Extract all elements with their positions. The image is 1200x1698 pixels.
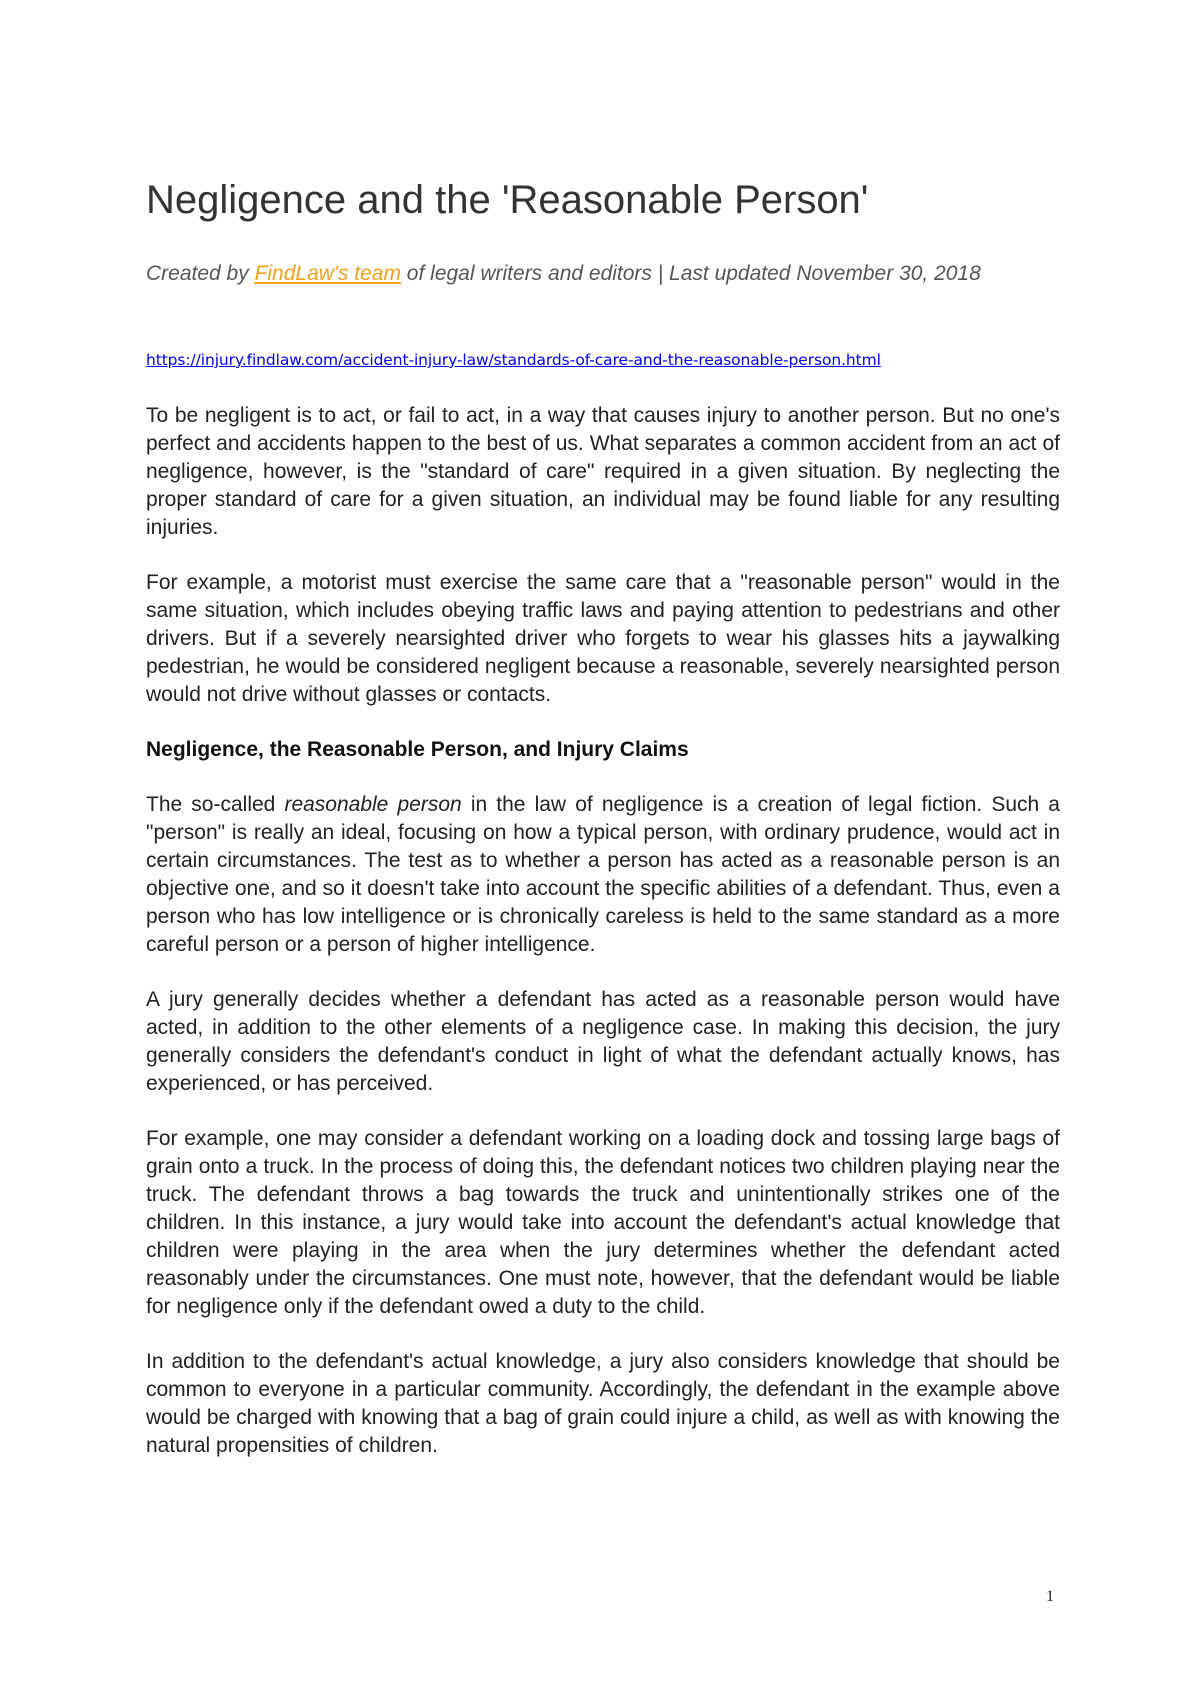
author-link[interactable]: FindLaw's team bbox=[254, 262, 401, 285]
paragraph-motorist-example: For example, a motorist must exercise the same care that a "reasonable person" would in the same situation, which includes obeying traffic laws and paying attention to pedestrians and other drivers. But if a severely nearsighted driver who forgets to wear his glasses hits a jaywalking pedestrian, he would be considered negligent because a reasonable, severely nearsighted person would not drive without glasses or contacts. bbox=[146, 571, 1060, 706]
page-number: 1 bbox=[1046, 1588, 1054, 1605]
paragraph-reasonable-person bbox=[146, 791, 1060, 959]
paragraph-text-start: The so-called bbox=[146, 793, 285, 816]
section-heading: Negligence, the Reasonable Person, and Injury Claims bbox=[146, 738, 689, 761]
paragraph-intro: To be negligent is to act, or fail to act, in a way that causes injury to another person. But no one's perfect and accidents happen to the best of us. What separates a common accident from an act of negligence, however, is the "standard of care" required in a given situation. By neglecting the proper standard of care for a given situation, an individual may be found liable for any resulting injuries. bbox=[146, 404, 1060, 539]
article-body bbox=[146, 402, 1060, 1487]
paragraph-jury-decision: A jury generally decides whether a defendant has acted as a reasonable person would have acted, in addition to the other elements of a negligence case. In making this decision, the jury generally considers the defendant's conduct in light of what the defendant actually knows, has experienced, or has perceived. bbox=[146, 988, 1060, 1095]
paragraph-text-rest: in the law of negligence is a creation of legal fiction. Such a "person" is really an ideal, focusing on how a typical person, with ordinary prudence, would act in certain circumstances. The test as to whether a person has acted as a reasonable person is an objective one, and so it doesn't take into account the specific abilities of a defendant. Thus, even a person who has low intelligence or is chronically careless is held to the same standard as a more careful person or a person of higher intelligence. bbox=[146, 793, 1060, 956]
source-url-link[interactable]: https://injury.findlaw.com/accident-injury-law/standards-of-care-and-the-reasonable-person.html bbox=[146, 351, 881, 369]
page-title: Negligence and the 'Reasonable Person' bbox=[146, 178, 869, 222]
paragraph-loading-dock-example: For example, one may consider a defendant working on a loading dock and tossing large bags of grain onto a truck. In the process of doing this, the defendant notices two children playing near the truck. The defendant throws a bag towards the truck and unintentionally strikes one of the children. In this instance, a jury would take into account the defendant's actual knowledge that children were playing in the area when the jury determines whether the defendant acted reasonably under the circumstances. One must note, however, that the defendant would be liable for negligence only if the defendant owed a duty to the child. bbox=[146, 1127, 1060, 1318]
byline-prefix: Created by bbox=[146, 262, 255, 285]
paragraph-common-knowledge: In addition to the defendant's actual knowledge, a jury also considers knowledge that should be common to everyone in a particular community. Accordingly, the defendant in the example above would be charged with knowing that a bag of grain could injure a child, as well as with knowing the natural propensities of children. bbox=[146, 1350, 1060, 1457]
byline bbox=[146, 260, 1060, 287]
byline-suffix: of legal writers and editors | Last updated November 30, 2018 bbox=[400, 262, 981, 285]
italic-term: reasonable person bbox=[284, 793, 462, 816]
